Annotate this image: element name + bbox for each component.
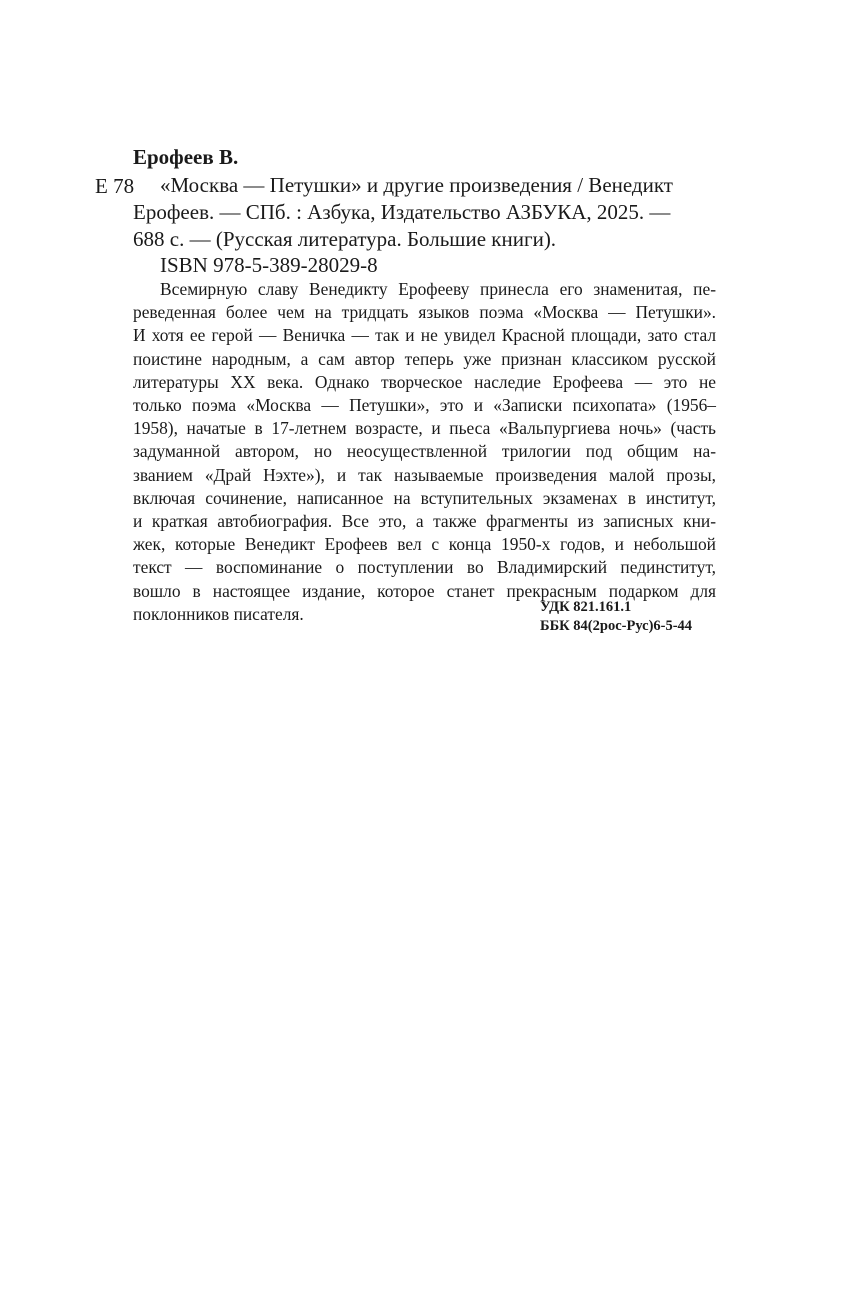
- annotation-line: поклонников писателя.: [133, 603, 304, 624]
- isbn: ISBN 978-5-389-28029-8: [160, 253, 378, 277]
- annotation-line: Всемирную славу Венедикту Ерофееву принесла его знаменитая, пе-: [160, 279, 716, 299]
- bibliographic-title: [133, 172, 716, 253]
- annotation-line: 1958), начатые в 17-летнем возрасте, и пьеса «Вальпургиева ночь» (часть: [133, 418, 716, 439]
- annotation-line: литературы XX века. Однако творческое наследие Ерофеева — это не: [133, 371, 716, 392]
- author-name: Ерофеев В.: [133, 145, 239, 169]
- udk-code: УДК 821.161.1: [540, 599, 632, 615]
- library-code: Е 78: [95, 174, 135, 198]
- annotation: [133, 278, 716, 626]
- title-line: «Москва — Петушки» и другие произведения / Венедикт: [160, 173, 673, 197]
- annotation-line: званием «Драй Нэхте»), и так называемые произведения малой прозы,: [133, 464, 716, 485]
- annotation-line: только поэма «Москва — Петушки», это и «Записки психопата» (1956–: [133, 395, 716, 416]
- annotation-line: текст — воспоминание о поступлении во Владимирский пединститут,: [133, 557, 716, 578]
- annotation-line: И хотя ее герой — Веничка — так и не увидел Красной площади, зато стал: [133, 325, 716, 346]
- annotation-line: жек, которые Венедикт Ерофеев вел с конца 1950-х годов, и небольшой: [133, 534, 716, 555]
- annotation-line: вошло в настоящее издание, которое станет прекрасным подарком для: [133, 580, 716, 601]
- annotation-line: задуманной автором, но неосуществленной трилогии под общим на-: [133, 441, 716, 462]
- annotation-line: реведенная более чем на тридцать языков поэма «Москва — Петушки».: [133, 302, 716, 323]
- title-line: Ерофеев. — СПб. : Азбука, Издательство АЗБУКА, 2025. —: [133, 200, 671, 224]
- annotation-line: включая сочинение, написанное на вступительных экзаменах в институт,: [133, 487, 716, 508]
- classification-codes: [540, 598, 692, 636]
- bbk-code: ББК 84(2рос-Рус)6-5-44: [540, 618, 693, 634]
- title-line: 688 с. — (Русская литература. Большие книги).: [133, 227, 557, 251]
- annotation-line: и краткая автобиография. Все это, а также фрагменты из записных кни-: [133, 511, 716, 532]
- annotation-line: поистине народным, а сам автор теперь уже признан классиком русской: [133, 348, 716, 369]
